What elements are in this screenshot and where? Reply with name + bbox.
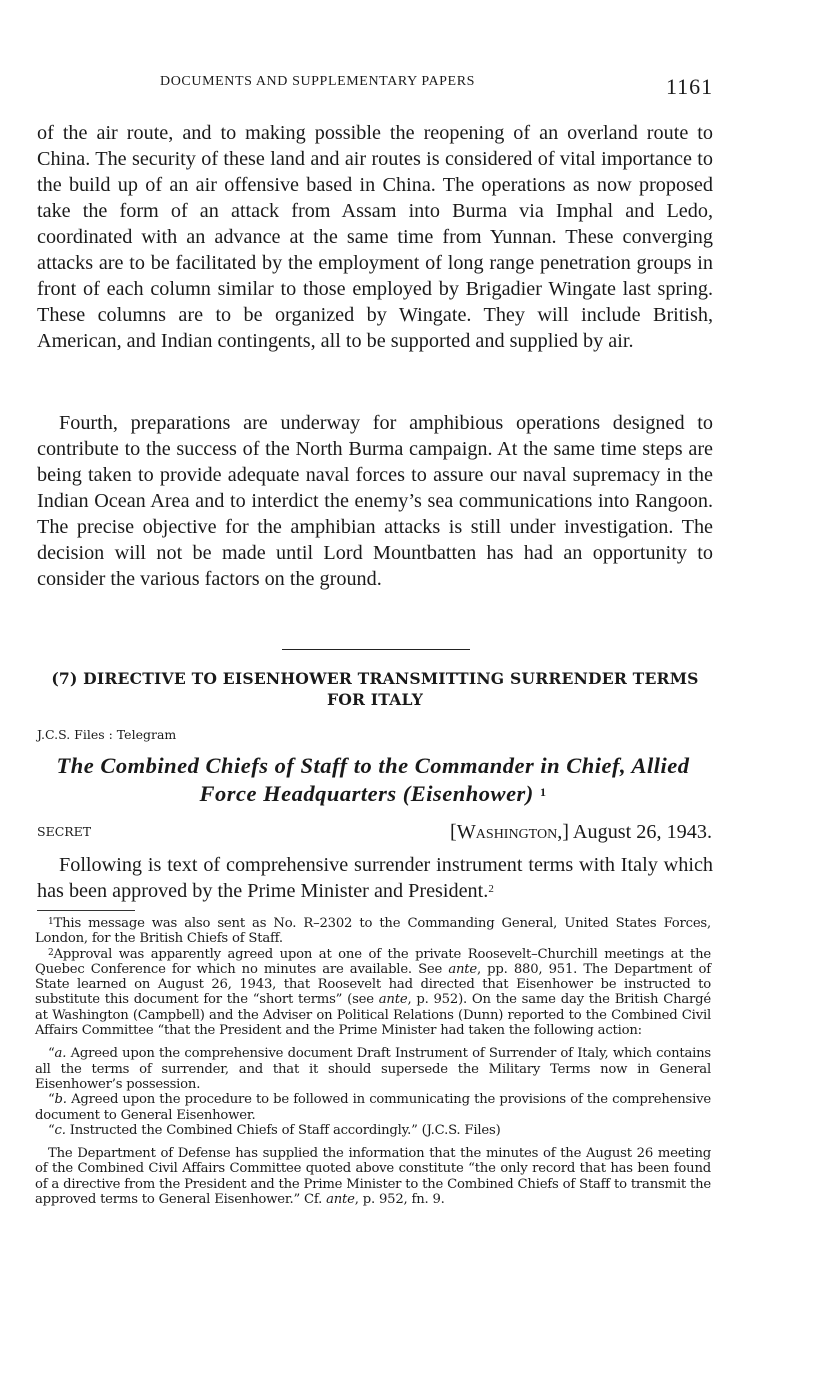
footnote-2-text-part-3: , p. 952). On the same day the British Chargé at Washington (Campbell) and the Adviser on Political Relations (Dunn) reported to the Combined Civil Affairs Committee “that the President and the Prime Minister had taken the following action: <box>35 992 711 1039</box>
footnotes <box>35 916 711 1207</box>
footnote-2 <box>35 947 711 1039</box>
body-paragraph-1: of the air route, and to making possible the reopening of an overland route to China. The security of these land and air routes is considered of vital importance to the build up of an air offensive based in China. The operations as now proposed take the form of an attack from Assam into Burma via Imphal and Ledo, coordinated with an advance at the same time from Yunnan. These converging attacks are to be facilitated by the employment of long range penetration groups in front of each column similar to those employed by Brigadier Wingate last spring. These columns are to be organized by Wingate. They will include British, American, and Indian contingents, all to be supported and supplied by air. <box>37 122 713 352</box>
message-body: Following is text of comprehensive surrender instrument terms with Italy which has been approved by the Prime Minister and President. <box>37 854 713 902</box>
dateline-date: August 26, 1943. <box>572 821 712 843</box>
footnote-2-ante-1: ante <box>448 961 477 977</box>
dateline <box>450 821 712 844</box>
body-paragraph-2: Fourth, preparations are underway for amphibious operations designed to contribute to the success of the North Burma campaign. At the same time steps are being taken to provide adequate naval forces to assure our naval supremacy in the Indian Ocean Area and to interdict the enemy’s sea communications into Rangoon. The precise objective for the amphibian attacks is still under investigation. The decision will not be made until Lord Mountbatten has had an opportunity to consider the various factors on the ground. <box>37 412 713 590</box>
page-number: 1161 <box>666 74 714 99</box>
quote-a: “a. Agreed upon the comprehensive document Draft Instrument of Surrender of Italy, which contains all the terms of surrender, and that it should supersede the Military Terms now in General Eisenhower’s possession. <box>35 1046 711 1092</box>
quote-b-label: b. <box>54 1092 67 1108</box>
closing-text-part-1: The Department of Defense has supplied the information that the minutes of the August 26 meeting of the Combined Civil Affairs Committee quoted above constitute “the only record that has been found of a directive from the President and the Prime Minister to the Combined Chiefs of Staff to transmit the approved terms to General Eisenhower.” Cf. <box>35 1146 711 1208</box>
document-title-line-1: The Combined Chiefs of Staff to the Commander in Chief, Allied <box>56 753 690 778</box>
footnote-1-text: This message was also sent as No. R–2302 to the Commanding General, United States Forces, London, for the British Chiefs of Staff. <box>35 916 711 947</box>
quote-c: “c. Instructed the Combined Chiefs of Staff accordingly.” (J.C.S. Files) <box>48 1122 501 1138</box>
footnote-ref-2[interactable]: 2 <box>488 883 494 895</box>
section-heading-line-2: FOR ITALY <box>326 690 424 709</box>
section-divider <box>282 649 470 650</box>
footnote-2-closing <box>35 1146 711 1207</box>
section-heading-line-1: (7) DIRECTIVE TO EISENHOWER TRANSMITTING SURRENDER TERMS <box>51 669 699 688</box>
closing-text-part-2: , p. 952, fn. 9. <box>354 1192 445 1208</box>
document-title-line-2: Force Headquarters (Eisenhower) <box>199 781 534 806</box>
quote-c-label: c. <box>54 1122 66 1138</box>
closing-ante: ante <box>326 1192 355 1208</box>
footnote-2-text-part-2: , pp. 880, 951. The Department of State learned on August 26, 1943, that Roosevelt had directed that Eisenhower be instructed to substitute this document for the “short terms” (see <box>35 961 711 1008</box>
source-label: J.C.S. Files : Telegram <box>37 727 177 742</box>
quote-b: “b. Agreed upon the procedure to be followed in communicating the provisions of the comprehensive document to General Eisenhower. <box>35 1092 711 1123</box>
section-heading <box>37 668 713 710</box>
footnote-2-ante-2: ante <box>378 992 408 1008</box>
footnote-1 <box>35 916 711 947</box>
footnote-2-text-part-1: Approval was apparently agreed upon at one of the private Roosevelt–Churchill meetings at the Quebec Conference for which no minutes are available. See <box>35 946 711 977</box>
quote-c-text: Instructed the Combined Chiefs of Staff accordingly.” (J.C.S. Files) <box>69 1122 501 1138</box>
running-head: DOCUMENTS AND SUPPLEMENTARY PAPERS <box>160 74 476 89</box>
classification-label: SECRET <box>37 824 92 839</box>
footnote-divider <box>37 910 135 911</box>
document-title <box>33 752 713 808</box>
footnote-1-mark: 1 <box>48 917 54 927</box>
dateline-place: [Washington,] <box>450 821 569 843</box>
quote-a-text: Agreed upon the comprehensive document Draft Instrument of Surrender of Italy, which contains all the terms of surrender, and that it should supersede the Military Terms now in General Eisenhower’s possession. <box>35 1046 711 1092</box>
quote-a-label: a. <box>54 1046 67 1062</box>
message-text <box>37 852 713 904</box>
quote-b-text: Agreed upon the procedure to be followed in communicating the provisions of the comprehensive document to General Eisenhower. <box>35 1092 711 1123</box>
footnote-ref-1[interactable]: 1 <box>539 785 547 799</box>
footnote-2-mark: 2 <box>48 947 54 958</box>
